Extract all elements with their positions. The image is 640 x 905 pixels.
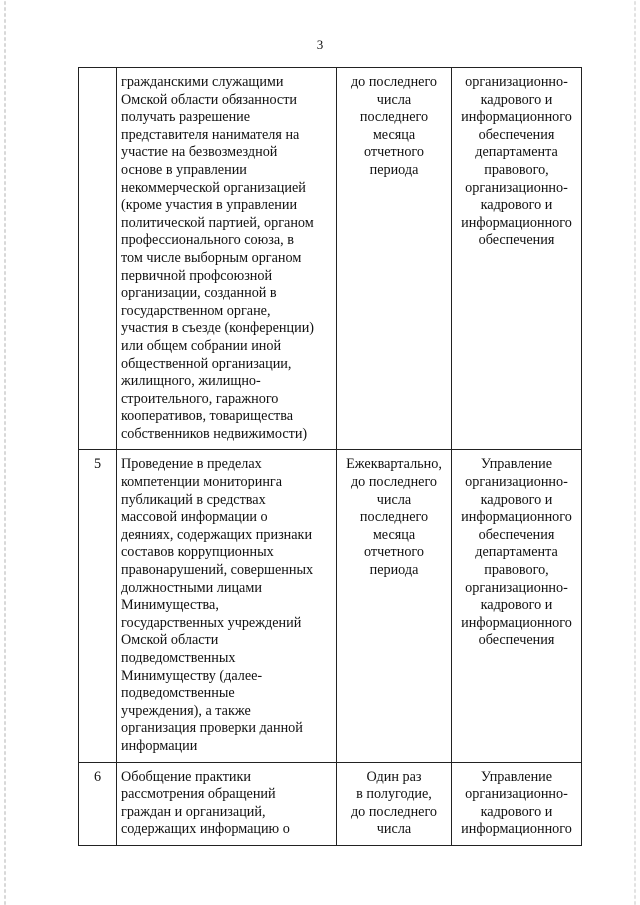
text-line: до последнего [350,74,438,90]
text-line: организационно- [465,179,568,196]
responsible-cell [452,762,582,845]
text-line: кадрового и [480,597,553,614]
text-line: правового, [484,161,549,178]
text-line: Один раз [366,768,422,785]
text-line: Управление [480,456,553,473]
text-line: периода [369,562,419,579]
text-line: кадрового и [480,491,553,508]
text-line: обеспечения [478,232,555,249]
text-line: государственном органе, [121,302,271,319]
text-line: деяниях, содержащих признаки [121,526,313,543]
row-number-cell: 5 [79,450,117,762]
text-line: должностными лицами [121,579,262,596]
text-line: Омской области обязанности [121,91,298,108]
table-row [79,68,582,450]
text-line: информационного [461,109,572,126]
text-line: (кроме участия в управлении [121,197,298,214]
text-line: некоммерческой организацией [121,179,306,196]
text-line: информационного [461,821,572,838]
text-line: информационного [461,214,572,231]
text-line: том числе выборным органом [121,249,302,266]
text-line: месяца [372,126,416,143]
text-line: правонарушений, совершенных [121,562,314,579]
text-line: кадрового и [480,803,553,820]
text-line: участия в съезде (конференции) [121,320,315,337]
text-line: компетенции мониторинга [121,474,283,491]
text-line: числа [376,491,412,508]
text-line: общественной организации, [121,355,292,372]
text-line: рассмотрения обращений [121,786,276,803]
action-cell [117,68,337,450]
text-line: жилищного, жилищно- [121,373,261,390]
text-line: или общем собрании иной [121,337,282,354]
text-line: числа [376,91,412,108]
text-line: содержащих информацию о [121,821,290,838]
text-line: государственных учреждений [121,614,302,631]
text-line: граждан и организаций, [121,803,266,820]
text-line: департамента [475,144,558,161]
text-line: профессионального союза, в [121,232,294,249]
text-line: правового, [484,562,549,579]
text-line: Минимущества, [121,597,219,614]
text-line: Омской области [121,632,219,649]
text-line: кадрового и [480,197,553,214]
text-line: представителя нанимателя на [121,126,300,143]
responsible-cell [452,68,582,450]
row-number-cell [79,68,117,450]
text-line: отчетного [364,544,424,561]
scan-edge-left [4,0,6,905]
row-number-cell: 6 [79,762,117,845]
text-line: составов коррупционных [121,544,274,561]
text-line: числа [376,821,412,838]
text-line: информации [121,737,198,754]
text-line: организации, созданной в [121,285,277,302]
text-line: периода [369,161,419,178]
text-line: подведомственных [121,650,236,666]
text-line: гражданскими служащими [121,74,284,90]
text-line: собственников недвижимости) [121,425,308,442]
page-number: 3 [316,37,324,52]
text-line: Обобщение практики [121,768,251,785]
text-line: информационного [461,509,572,526]
text-line: Ежеквартально, [346,456,442,473]
text-line: Минимуществу (далее- [121,667,263,684]
text-line: последнего [359,509,429,526]
text-line: в полугодие, [356,786,432,803]
text-line: организационно- [465,579,568,596]
text-line: участие на безвозмездной [121,144,278,161]
text-line: информационного [461,614,572,631]
responsible-cell [452,450,582,762]
scan-edge-right [634,0,636,905]
text-line: организационно- [465,786,568,803]
text-line: месяца [372,526,416,543]
text-line: Управление [480,768,553,785]
text-line: до последнего [350,803,438,820]
text-line: департамента [475,544,558,561]
text-line: строительного, гаражного [121,390,279,407]
text-line: отчетного [364,144,424,161]
text-line: организационно- [465,474,568,491]
text-line: обеспечения [478,126,555,143]
text-line: кадрового и [480,91,553,108]
text-line: политической партией, органом [121,214,314,231]
term-cell [337,68,452,450]
text-line: получать разрешение [121,109,251,126]
text-line: последнего [359,109,429,126]
text-line: основе в управлении [121,161,247,178]
action-cell [117,762,337,845]
term-cell [337,762,452,845]
text-line: публикаций в средствах [121,491,266,508]
text-line: первичной профсоюзной [121,267,273,284]
text-line: обеспечения [478,526,555,543]
measures-table [78,67,582,846]
text-line: до последнего [350,474,438,491]
text-line: организационно- [465,74,568,90]
table-row [79,762,582,845]
text-line: массовой информации о [121,509,268,526]
text-line: обеспечения [478,632,555,649]
text-line: учреждения), а также [121,702,251,719]
text-line: подведомственные [121,685,235,702]
text-line: Проведение в пределах [121,456,262,473]
term-cell [337,450,452,762]
table-row [79,450,582,762]
action-cell [117,450,337,762]
text-line: организация проверки данной [121,720,303,737]
text-line: кооперативов, товарищества [121,408,294,425]
